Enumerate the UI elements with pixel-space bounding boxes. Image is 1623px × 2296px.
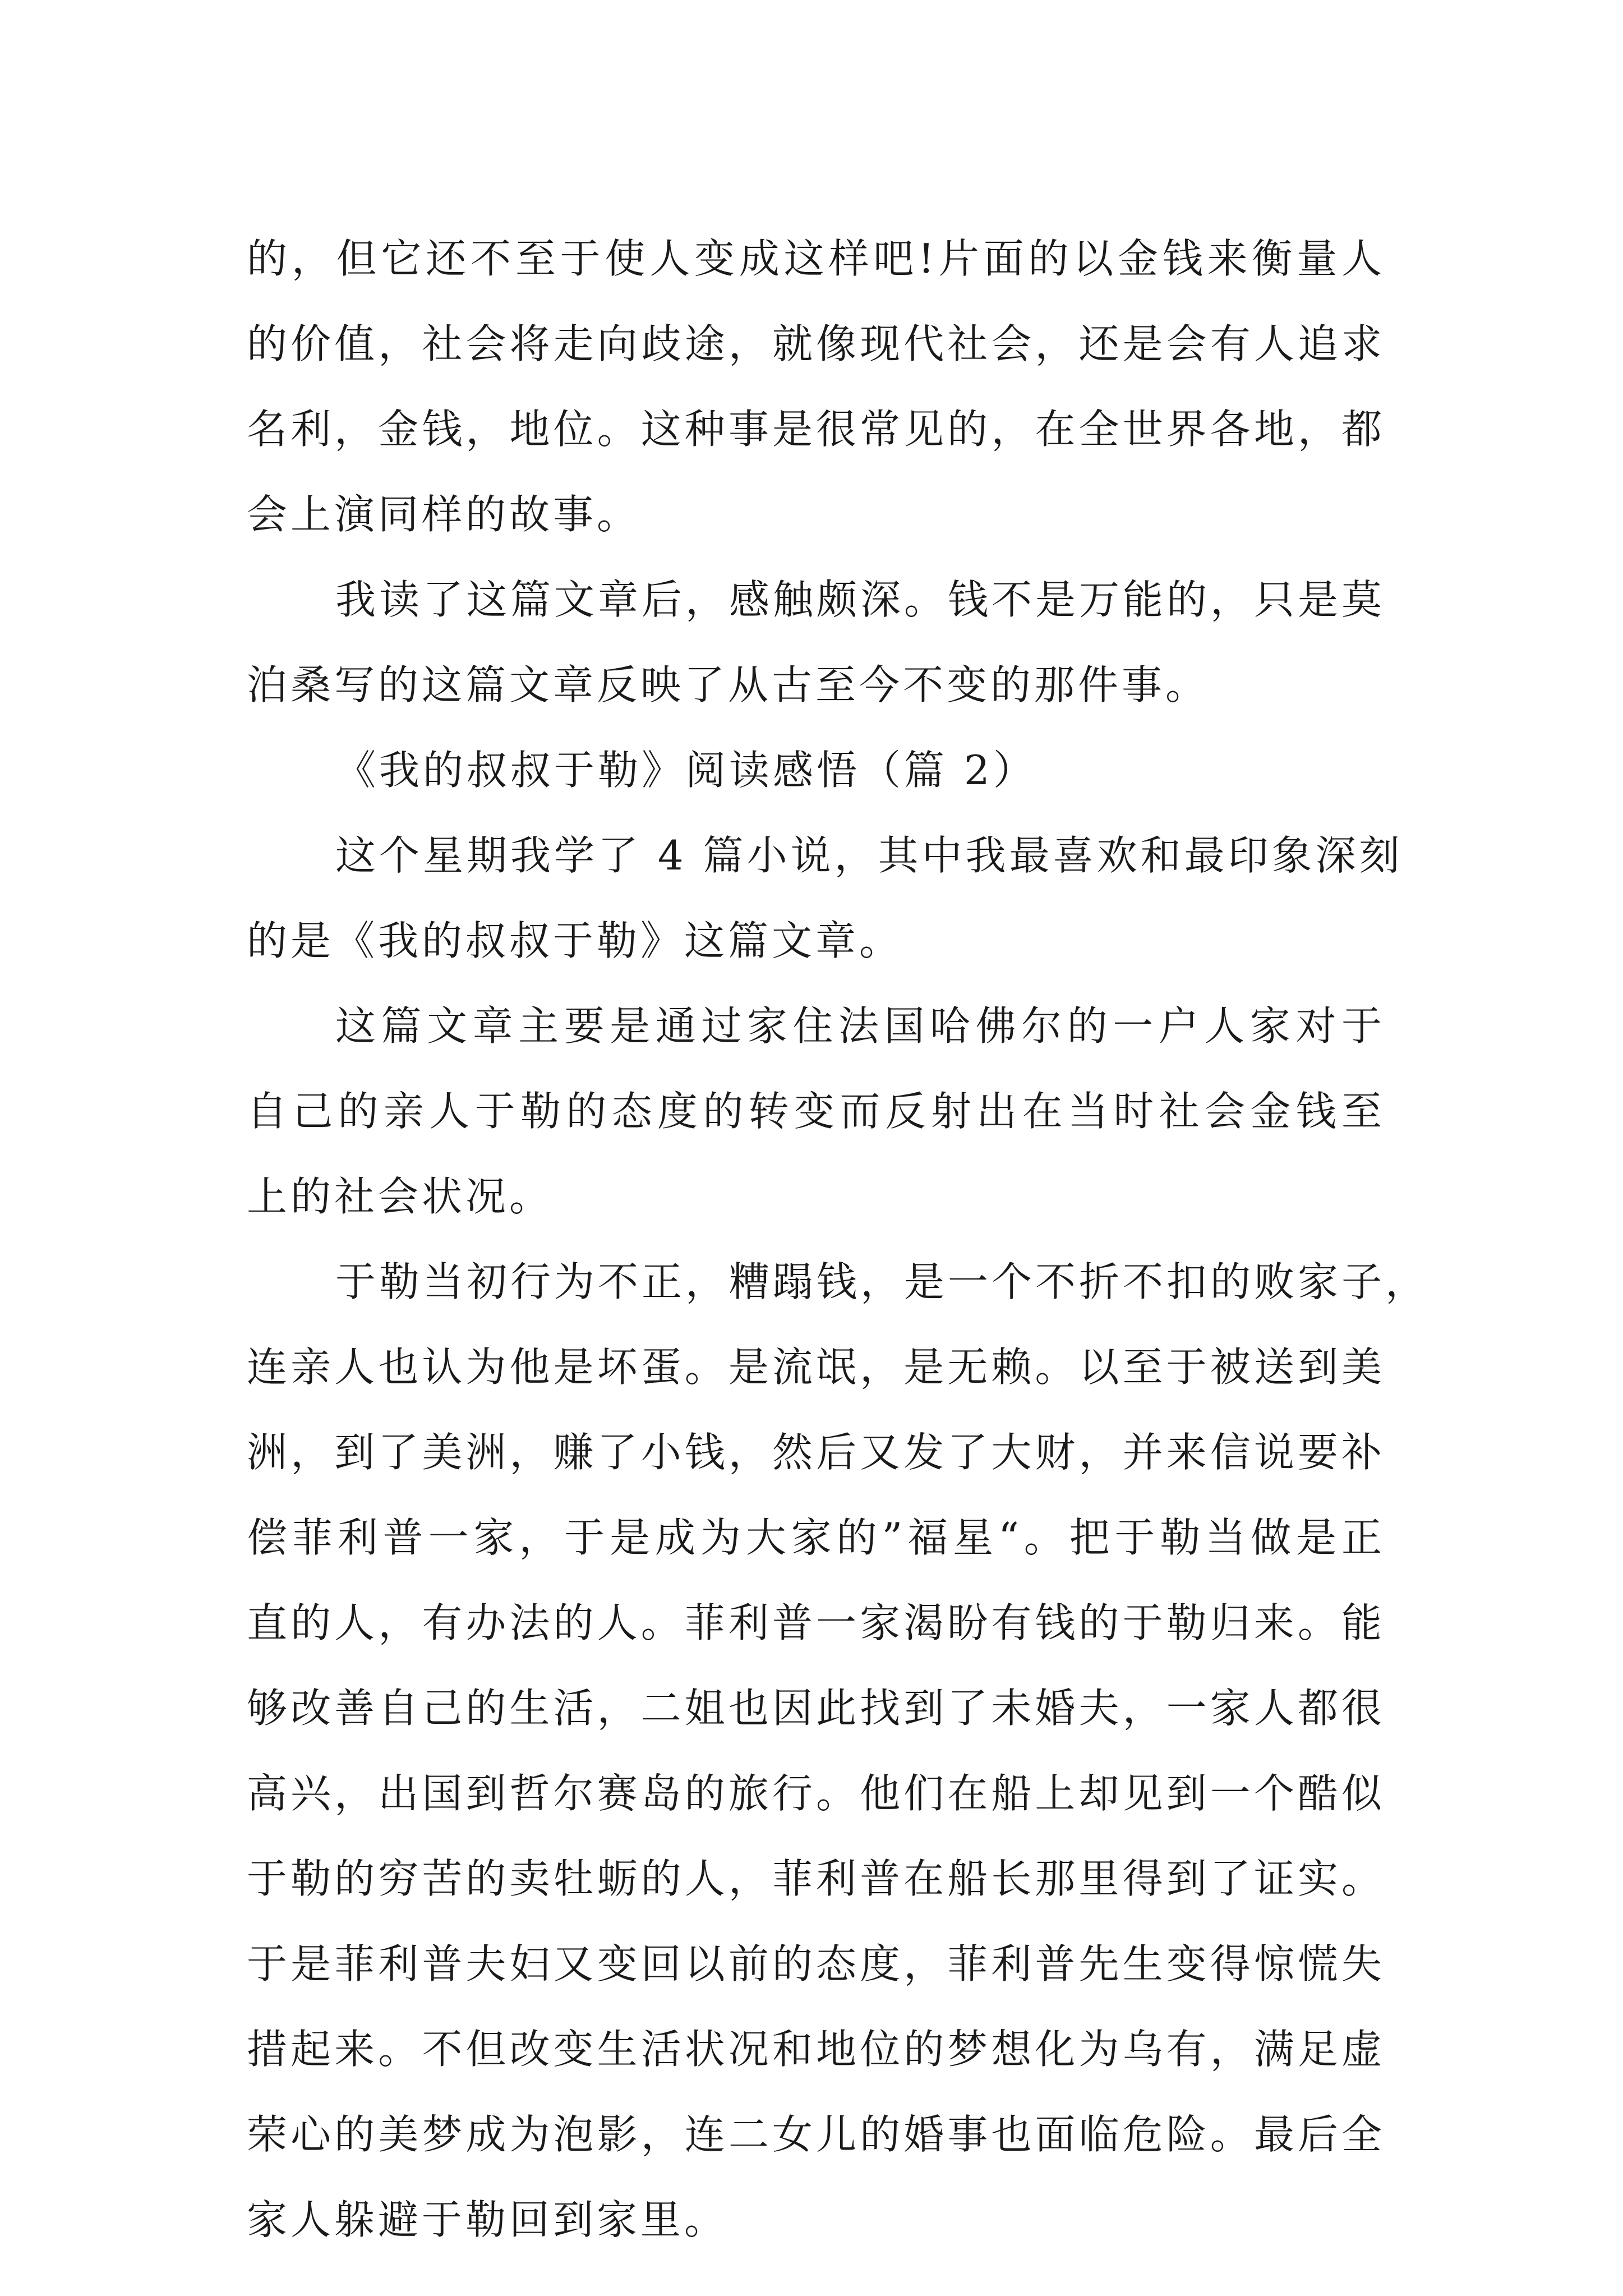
text-line: 够改善自己的生活，二姐也因此找到了未婚夫，一家人都很 bbox=[247, 1685, 1385, 1732]
text-line: 于勒当初行为不正，糟蹋钱，是一个不折不扣的败家子， bbox=[335, 1258, 1430, 1305]
text-line: 偿菲利普一家，于是成为大家的”福星“。把于勒当做是正 bbox=[247, 1514, 1385, 1561]
text-line: 于是菲利普夫妇又变回以前的态度，菲利普先生变得惊慌失 bbox=[247, 1940, 1385, 1987]
text-line: 我读了这篇文章后，感触颇深。钱不是万能的，只是莫 bbox=[335, 576, 1386, 623]
section-heading: 《我的叔叔于勒》阅读感悟（篇 2） bbox=[335, 747, 1037, 794]
text-line: 洲，到了美洲，赚了小钱，然后又发了大财，并来信说要补 bbox=[247, 1429, 1385, 1476]
text-line: 于勒的穷苦的卖牡蛎的人，菲利普在船长那里得到了证实。 bbox=[247, 1855, 1385, 1902]
text-line: 直的人，有办法的人。菲利普一家渴盼有钱的于勒归来。能 bbox=[247, 1599, 1385, 1646]
text-line: 荣心的美梦成为泡影，连二女儿的婚事也面临危险。最后全 bbox=[247, 2111, 1385, 2158]
text-line: 泊桑写的这篇文章反映了从古至今不变的那件事。 bbox=[247, 661, 1210, 708]
text-line: 的是《我的叔叔于勒》这篇文章。 bbox=[247, 917, 903, 964]
text-line: 连亲人也认为他是坏蛋。是流氓，是无赖。以至于被送到美 bbox=[247, 1343, 1385, 1391]
text-line: 家人躲避于勒回到家里。 bbox=[247, 2196, 728, 2243]
text-line: 措起来。不但改变生活状况和地位的梦想化为乌有，满足虚 bbox=[247, 2026, 1385, 2073]
text-line: 高兴，出国到哲尔赛岛的旅行。他们在船上却见到一个酷似 bbox=[247, 1770, 1385, 1817]
text-line: 上的社会状况。 bbox=[247, 1173, 554, 1220]
text-line: 名利，金钱，地位。这种事是很常见的，在全世界各地，都 bbox=[247, 406, 1385, 453]
text-line: 自己的亲人于勒的态度的转变而反射出在当时社会金钱至 bbox=[247, 1088, 1385, 1135]
document-body bbox=[247, 216, 1430, 2262]
text-line: 的，但它还不至于使人变成这样吧!片面的以金钱来衡量人 bbox=[247, 235, 1385, 282]
text-line: 的价值，社会将走向歧途，就像现代社会，还是会有人追求 bbox=[247, 320, 1385, 367]
text-line: 这篇文章主要是通过家住法国哈佛尔的一户人家对于 bbox=[335, 1002, 1385, 1050]
text-line: 会上演同样的故事。 bbox=[247, 491, 641, 538]
text-line: 这个星期我学了 4 篇小说，其中我最喜欢和最印象深刻 bbox=[335, 832, 1403, 879]
